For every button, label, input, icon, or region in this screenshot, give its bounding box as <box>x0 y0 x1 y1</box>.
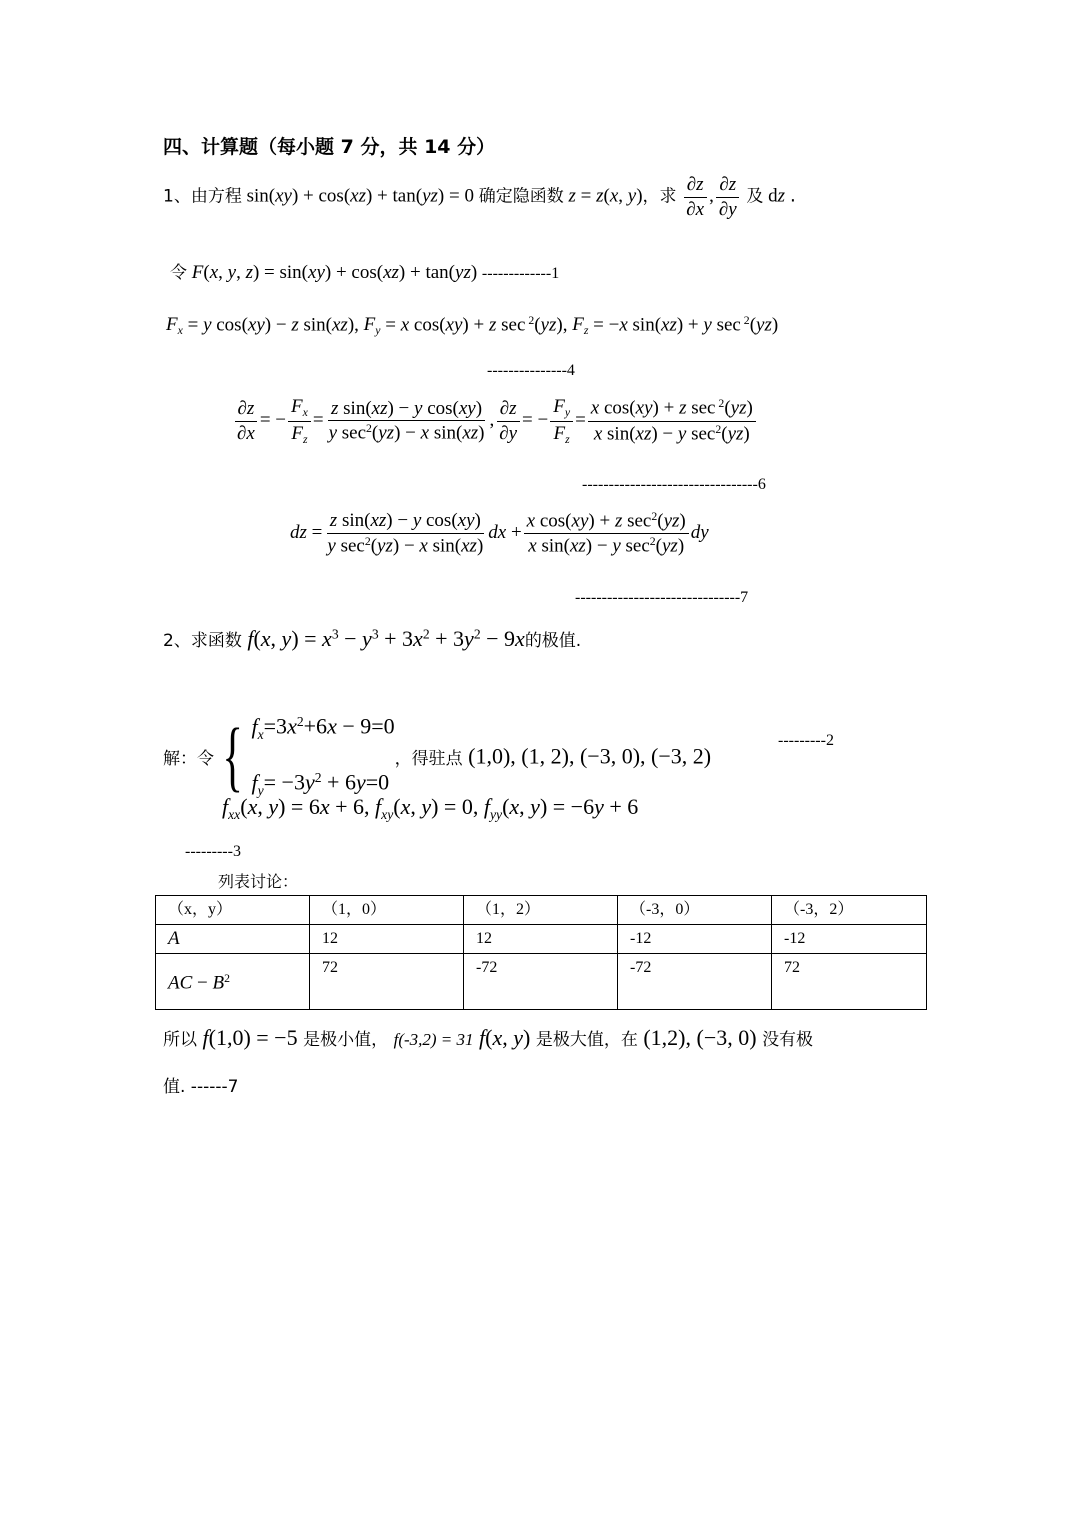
table-caption: 列表讨论： <box>218 872 299 891</box>
q1-mid: 确定隐函数 <box>478 186 564 207</box>
dz-dx-fraction: $\frac{\partial z}{\partial x}$ <box>683 174 707 221</box>
score-mark-1: -------------1 <box>481 265 560 282</box>
table-cell: -12 <box>772 925 927 954</box>
equation-system: $f_x=3x^2+6x - 9=0$ $f_y= -3y^2 + 6y=0$ <box>251 713 395 798</box>
score-mark-6: ---------------------------------6 <box>582 476 766 493</box>
table-cell: -12 <box>618 925 772 954</box>
row-label-discriminant: AC − $B^2$ <box>156 954 310 1010</box>
table-cell: （-3，0） <box>618 896 772 925</box>
total-differential: dz = $\frac{\text{z sin(xz) − y cos(xy)}}{y \sec^2(yz) - x \sin(xz)}$ dx + $\frac{x \cos(xy) + z \sec^2(yz)}{x \sin(xz) - y \sec^2(yz)}$ dy <box>290 510 709 557</box>
partial-derivatives-z: $\frac{\partial z}{\partial x}$ = − $\frac{F_x}{F_z}$ = $\frac{\text{z sin(xz) − y cos(xy)}}{y \sec^2(yz) - x \sin(xz)}$ , $\frac{\partial z}{\partial y}$ = − $\frac{F_y}{F_z}$ = $\frac{x \cos(xy) + z \sec ^2(yz)}{x \sin(xz) - y \sec^2(yz)}$ <box>232 396 758 446</box>
question-1: 1、由方程 sin(xy) + cos(xz) + tan(yz) = 0 确定隐函数 z = z(x, y)，求 $\frac{\partial z}{\partial x}$ , $\frac{\partial z}{\partial y}$ 及 dz . <box>163 174 796 220</box>
table-cell: （-3，2） <box>772 896 927 925</box>
let-label: 令 <box>170 263 187 283</box>
conclusion-max: 是极大值，在 <box>535 1030 638 1050</box>
partials-F: $F_x = y$ cos(xy) − z sin(xz), $F_y = x$ cos(xy) + z sec $^2$(yz), $F_z = -x$ sin(xz) + y sec $^2$(yz) <box>166 314 779 338</box>
table-cell: 12 <box>464 925 618 954</box>
section-title: 四、计算题（每小题 7 分，共 14 分） <box>163 136 496 158</box>
second-derivatives: $f_{xx}(x$, y) = 6x + 6, $f_{xy}(x$, y) = 0, $f_{yy}(x$, y) = −6y + 6 <box>222 794 639 822</box>
discussion-table <box>155 895 927 1010</box>
score-mark-3: ---------3 <box>185 843 241 860</box>
table-row-discriminant <box>156 954 927 1010</box>
table-cell: （x，y） <box>156 896 310 925</box>
score-mark-4: ---------------4 <box>487 362 575 379</box>
q1-ask: ，求 <box>642 186 677 207</box>
conclusion-line-2: 值. ------7 <box>163 1077 239 1097</box>
stationary-label: ，得驻点 <box>394 748 463 769</box>
table-cell: （1，2） <box>464 896 618 925</box>
table-cell: -72 <box>618 954 772 1010</box>
table-cell: 72 <box>310 954 464 1010</box>
table-header-row <box>156 896 927 925</box>
conclusion-min: 是极小值， <box>303 1030 389 1050</box>
q1-prefix: 1、由方程 <box>163 186 242 207</box>
conclusion-f-value: f(-3,2) = 31 <box>393 1030 474 1049</box>
score-mark-2: ---------2 <box>778 732 834 749</box>
q1-equation: sin(xy) + cos(xz) + tan(yz) = 0 <box>246 185 474 207</box>
table-row-a <box>156 925 927 954</box>
dz-dy-fraction: $\frac{\partial z}{\partial y}$ <box>716 174 740 221</box>
table-cell: 12 <box>310 925 464 954</box>
table-cell: 72 <box>772 954 927 1010</box>
q1-and: 及 <box>746 186 764 207</box>
question-2: 2、求函数 f(x, $y) = x^3 - y^3 + 3x^2 + 3y^2 - 9x$的极值. <box>163 626 582 651</box>
q2-prefix: 2、求函数 <box>163 631 242 651</box>
table-cell: （1，0） <box>310 896 464 925</box>
q2-suffix: 的极值. <box>524 631 582 651</box>
q1-implicit: z = z(x, y) <box>568 185 643 207</box>
conclusion-line-1: 所以 f(1,0) = −5 是极小值， f(-3,2) = 31 f(x, y) 是极大值，在 (1,2), (−3, 0) 没有极 <box>163 1025 814 1050</box>
stationary-points: (1,0), (1, 2), (−3, 0), (−3, 2) <box>468 743 712 769</box>
row-label-a: A <box>156 925 310 954</box>
conclusion-none: 没有极 <box>762 1030 814 1050</box>
left-brace: { <box>222 712 244 800</box>
table-cell: -72 <box>464 954 618 1010</box>
define-F: 令 F(x, y, z) = sin(xy) + cos(xz) + tan(yz) -------------1 <box>170 262 560 283</box>
solve-label: 解：令 <box>163 748 214 769</box>
conclusion-so: 所以 <box>163 1030 197 1050</box>
q1-end: . <box>789 184 796 207</box>
score-mark-7a: -------------------------------7 <box>575 589 749 606</box>
